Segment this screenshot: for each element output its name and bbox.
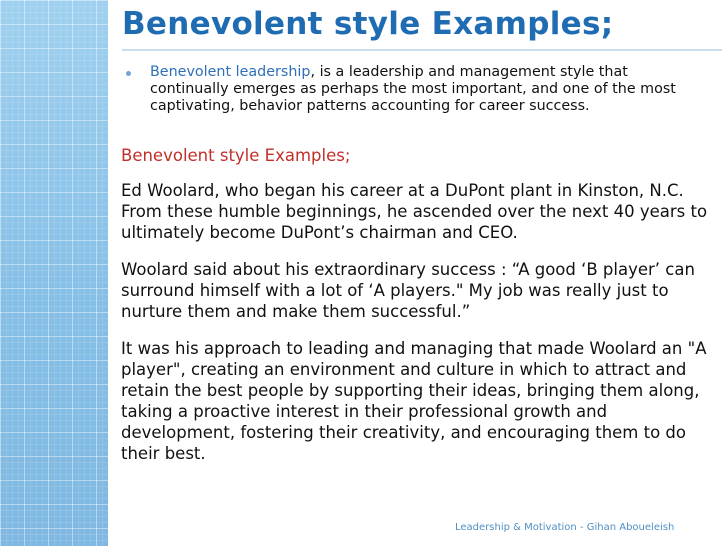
bullet-dot-icon	[126, 71, 131, 76]
title-divider	[122, 49, 722, 51]
slide-title: Benevolent style Examples;	[122, 6, 614, 42]
paragraph-background: Ed Woolard, who began his career at a DuPont plant in Kinston, N.C. From these humble beginnings, he ascended over the next 40 years to ultimately become DuPont’s chairman and CEO.	[121, 181, 708, 242]
bullet-item	[150, 64, 710, 115]
bullet-text: , is a leadership and management style that continually emerges as perhaps the most important, and one of the most captivating, behavior patterns accounting for career success.	[150, 64, 676, 114]
paragraph-approach: It was his approach to leading and managing that made Woolard an "A player", creating an environment and culture in which to attract and retain the best people by supporting their ideas, bringing them along, taking a proactive interest in their professional growth and development, fostering their creativity, and encouraging them to do their best.	[121, 339, 707, 463]
bullet-highlight: Benevolent leadership	[150, 64, 311, 80]
slide-footer: Leadership & Motivation - Gihan Aboueleish	[455, 522, 675, 533]
section-subheading: Benevolent style Examples;	[121, 146, 351, 165]
paragraph-quote: Woolard said about his extraordinary success : “A good ‘B player’ can surround himself with a lot of ‘A players." My job was really just to nurture them and make them successful.”	[121, 260, 695, 321]
decorative-sidebar	[0, 0, 108, 546]
